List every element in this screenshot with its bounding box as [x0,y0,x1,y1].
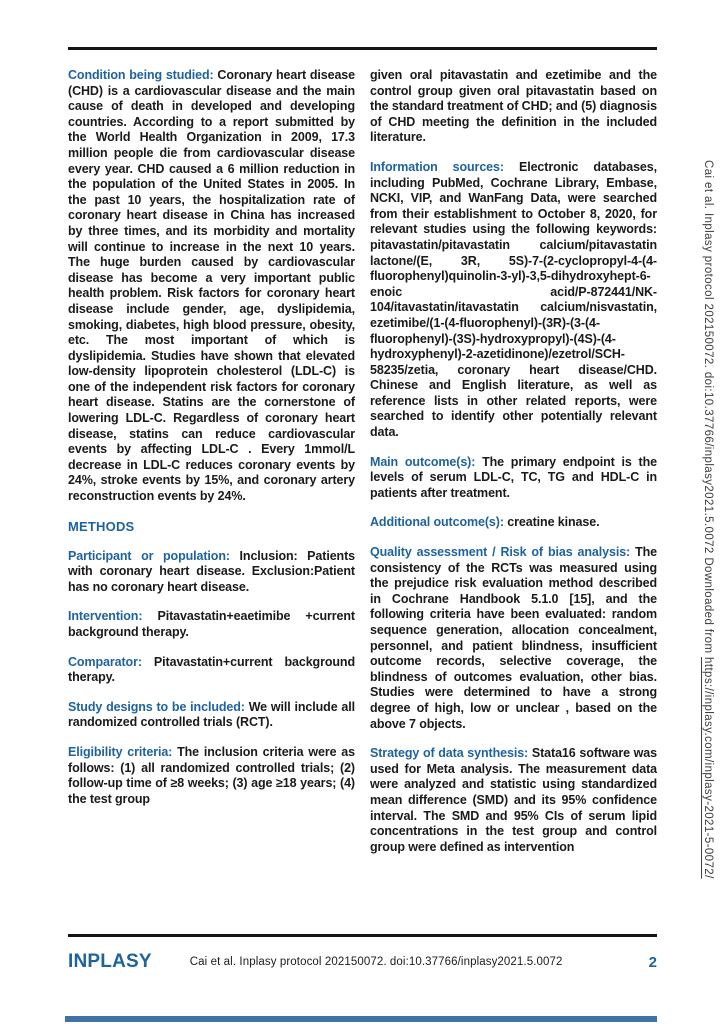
two-column-body [68,68,657,932]
participant-or-population-section [68,549,355,596]
section-label: Information sources: [370,159,504,174]
section-text: We will include all randomized controlled trials (RCT). [68,699,356,730]
section-label: Intervention: [68,609,143,624]
section-label: Comparator: [68,654,142,669]
footer-rule [68,934,657,937]
section-text: creatine kinase. [507,515,600,530]
strategy-of-data-synthesis-section [370,746,657,855]
bottom-accent-bar [65,1016,657,1022]
section-label: Additional outcome(s): [370,515,504,530]
footer-citation: Cai et al. Inplasy protocol 202150072. doi:10.37766/inplasy2021.5.0072 [189,956,563,968]
inplasy-logo: INPLASY [68,951,152,972]
sidebar-watermark [702,160,714,879]
methods-heading: METHODS [68,518,135,534]
section-label: Study designs to be included: [68,699,245,714]
study-designs-section [68,700,355,731]
top-rule [68,47,657,50]
sidebar-watermark-url[interactable]: https://inplasy.com/inplasy-2021-5-0072/ [702,657,714,879]
page-footer [68,951,657,973]
quality-assessment-section [370,545,657,732]
section-text: The inclusion criteria were as follows: (1) all randomized controlled trials; (2) follow-up time of ≥8 weeks; (3) age ≥18 years; (4) the test group [68,744,355,806]
sidebar-watermark-text: Cai et al. Inplasy protocol 202150072. doi:10.37766/inplasy2021.5.0072 Downloaded from [702,160,714,658]
left-column [68,68,355,932]
section-text: Pitavastatin+eaetimibe +current background therapy. [68,609,355,639]
section-text: The primary endpoint is the levels of serum LDL-C, TC, TG and HDL-C in patients after treatment. [370,454,657,500]
section-label: Condition being studied: [68,68,214,82]
section-text: Inclusion: Patients with coronary heart disease. Exclusion:Patient has no coronary heart disease. [68,548,356,594]
section-label: Main outcome(s): [370,454,476,469]
main-outcomes-section [370,455,657,502]
right-column [370,68,657,932]
eligibility-criteria-section [68,745,355,807]
comparator-section [68,655,355,686]
section-text: The consistency of the RCTs was measured using the prejudice risk evaluation method described in Cochrane Handbook 5.1.0 [15], and the following criteria have been evaluated: random sequence generation, allocation concealment, personnel, and patient blindness, insufficient outcome records, selective coverage, the blindness of outcomes evaluation, other bias. Studies were determined to have a strong degree of high, low or unclear , based on the above 7 objects. [370,545,657,731]
continuation-paragraph: given oral pitavastatin and ezetimibe and the control group given oral pitavastatin based on the standard treatment of CHD; and (5) diagnosis of CHD meeting the definition in the included literature. [370,68,657,145]
section-text: Coronary heart disease (CHD) is a cardiovascular disease and the main cause of death in developed and developing countries. According to a report submitted by the World Health Organization in 2009, 17.3 million people die from cardiovascular disease every year. CHD caused a 6 million reduction in the population of the United States in 2005. In the past 10 years, the hospitalization rate of coronary heart disease in China has increased by three times, and its morbidity and mortality will continue to increase in the next 10 years. The huge burden caused by cardiovascular disease has become a very important public health problem. Risk factors for coronary heart disease include gender, age, dyslipidemia, smoking, diabetes, high blood pressure, obesity, etc. The most important of which is dyslipidemia. Studies have shown that elevated low-density lipoprotein cholesterol (LDL-C) is one of the independent risk factors for coronary heart disease. Statins are the cornerstone of lowering LDL-C. Regardless of coronary heart disease, statins can reduce cardiovascular events by affecting LDL-C . Every 1mmol/L decrease in LDL-C reduces coronary events by 24%, stroke events by 15%, and coronary artery reconstruction events by 24%. [68,68,355,504]
intervention-section [68,609,355,640]
page-number: 2 [648,953,657,971]
section-label: Strategy of data synthesis: [370,746,529,761]
section-text: Pitavastatin+current background therapy. [68,654,355,685]
additional-outcomes-section [370,515,657,531]
information-sources-section [370,160,657,441]
section-text: Electronic databases, including PubMed, Cochrane Library, Embase, NCKI, VIP, and WanFang Data, were searched from their establishment to October 8, 2020, for relevant studies using the following keywords: pitavastatin/pitavastatin calcium/pitavastatin lactone/(E, 3R, 5S)-7-(2-cyclopropyl-4-(4-fluorophenyl)quinolin-3-yl)-3,5-dihydroxyhept-6-enoic acid/P-872441/NK-104/itavastatin/itavastatin calcium/nisvastatin, ezetimibe/(1-(4-fluorophenyl)-(3R)-(3-(4-fluorophenyl)-(3S)-hydroxypropyl)-(4S)-(4-hydroxyphenyl)-2-azetidinone)/ezetrol/SCH-58235/zetia, coronary heart disease/CHD. Chinese and English literature, as well as reference lists in other related reports, were searched to identify other potentially relevant data. [370,159,657,440]
section-label: Participant or population: [68,548,230,563]
section-text: Stata16 software was used for Meta analysis. The measurement data were analyzed and statistic using standardized mean difference (SMD) and its 95% confidence interval. The SMD and 95% CIs of serum lipid concentrations in the test group and control group were defined as intervention [370,746,657,854]
section-label: Quality assessment / Risk of bias analysis: [370,545,631,560]
condition-being-studied-section [68,68,355,505]
section-label: Eligibility criteria: [68,744,173,759]
